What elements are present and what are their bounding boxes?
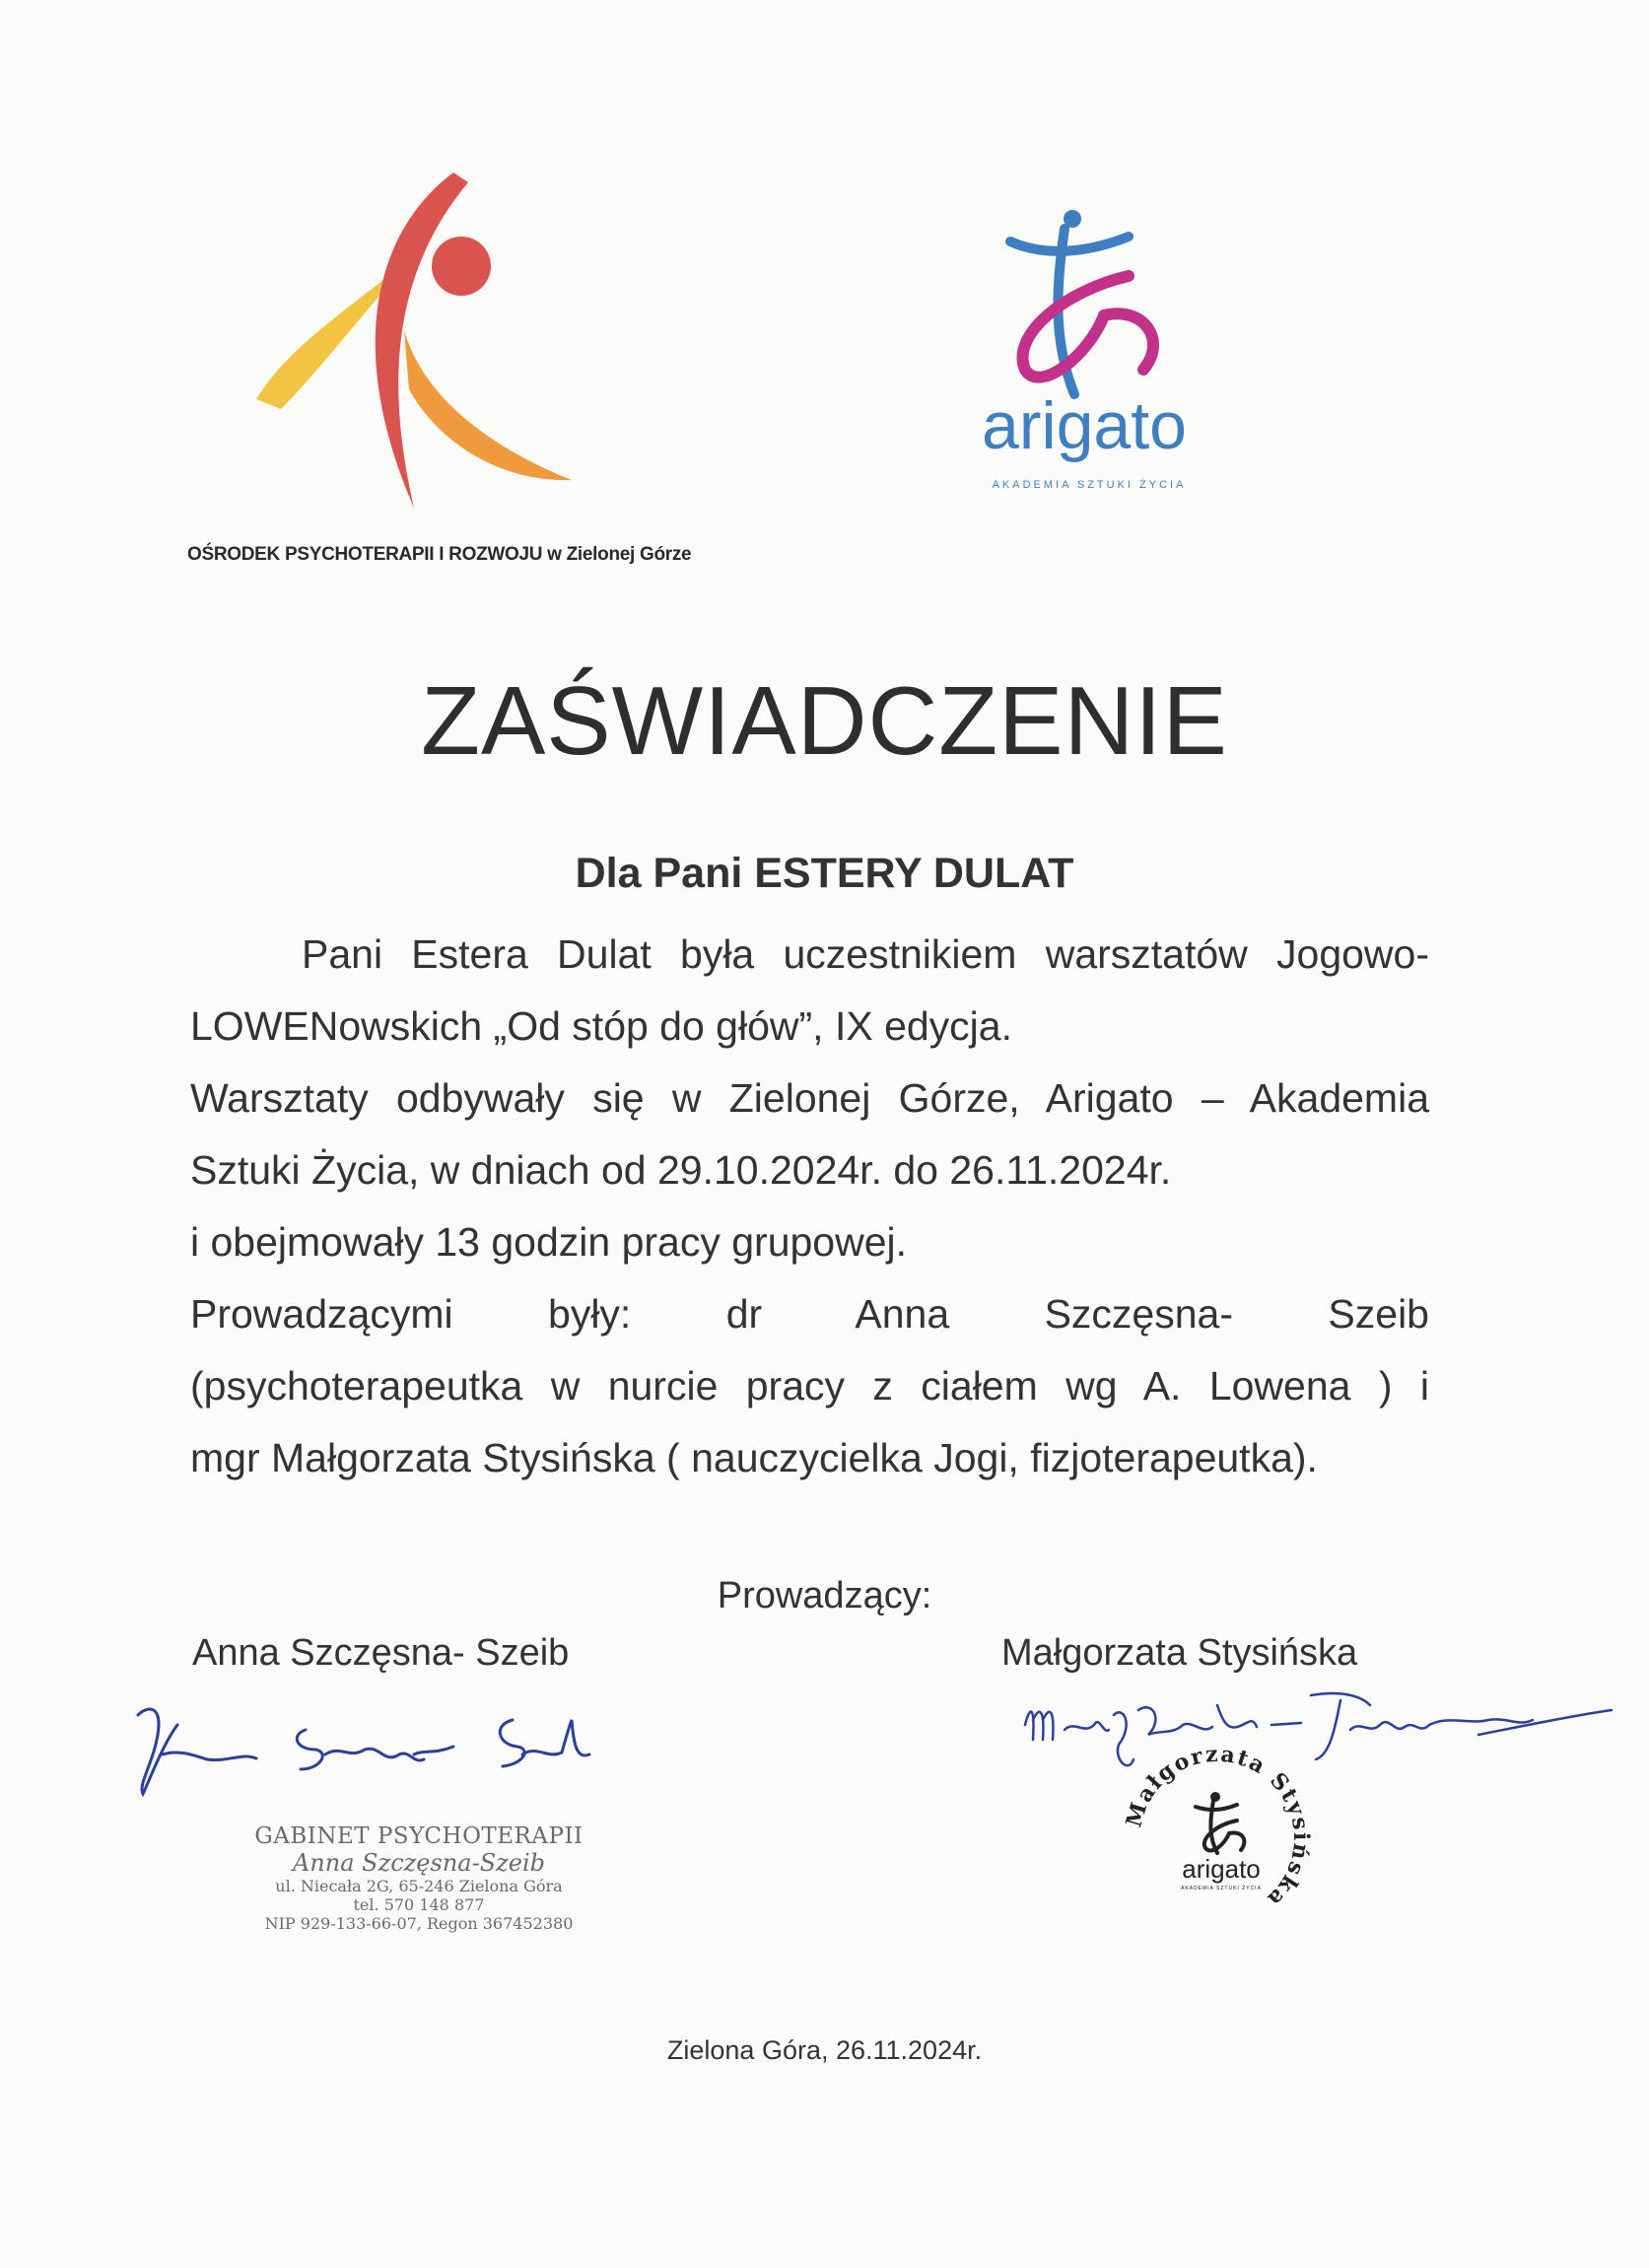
body-line-7: (psychoterapeutka w nurcie pracy z ciałem wg A. Lowena ) i [190,1363,1429,1409]
arigato-logo [917,207,1252,503]
body-line-8: mgr Małgorzata Stysińska ( nauczycielka Jogi, fizjoterapeutka). [190,1435,1318,1480]
leader-2-name: Małgorzata Stysińska [1001,1632,1358,1674]
body-line-6: Prowadzącymi były: dr Anna Szczęsna- Szeib [190,1291,1429,1337]
leader-1-name: Anna Szczęsna- Szeib [192,1632,570,1674]
arigato-subtitle: AKADEMIA SZTUKI ŻYCIA [992,479,1187,491]
osrodek-logo [227,163,601,527]
round-stamp-subtitle: AKADEMIA SZTUKI ŻYCIA [1181,1886,1262,1891]
leaders-heading: Prowadzący: [717,1575,932,1616]
office-stamp-line-2: Anna Szczęsna-Szeib [292,1849,546,1877]
logo-red-arc [376,172,468,508]
signature-anna [118,1676,591,1804]
round-stamp-wordmark: arigato [1182,1854,1261,1884]
office-stamp [227,1823,611,1933]
body-line-5: i obejmowały 13 godzin pracy grupowej. [190,1219,908,1265]
body-line-2: LOWENowskich „Od stóp do głów”, IX edycja. [190,1003,1012,1049]
arigato-wordmark: arigato [982,388,1187,463]
body-line-3: Warsztaty odbywały się w Zielonej Górze, Arigato – Akademia [190,1075,1429,1121]
body-line-1: Pani Estera Dulat była uczestnikiem warsztatów Jogowo- [302,931,1429,977]
organization-name: OŚRODEK PSYCHOTERAPII I ROZWOJU w Zielonej Górze [187,544,692,565]
document-title: ZAŚWIADCZENIE [421,666,1228,775]
round-stamp-glyph [1196,1794,1244,1853]
logo-red-dot [432,237,491,296]
arigato-round-stamp [1119,1740,1316,1937]
certificate-body [190,919,1429,1494]
arigato-glyph [1010,210,1153,394]
place-and-date: Zielona Góra, 26.11.2024r. [666,2035,983,2065]
office-stamp-line-1: GABINET PSYCHOTERAPII [254,1823,584,1849]
office-stamp-line-4: tel. 570 148 877 [353,1895,485,1914]
recipient-line: Dla Pani ESTERY DULAT [575,850,1074,897]
office-stamp-line-3: ul. Niecała 2G, 65-246 Zielona Góra [275,1877,563,1895]
body-line-4: Sztuki Życia, w dniach od 29.10.2024r. do 26.11.2024r. [190,1147,1172,1193]
logo-orange-swoosh [404,330,572,480]
round-stamp-ring-text: Małgorzata Stysińska [1121,1741,1315,1913]
signature-malgorzata [1015,1666,1616,1794]
office-stamp-line-5: NIP 929-133-66-07, Regon 367452380 [264,1914,574,1933]
